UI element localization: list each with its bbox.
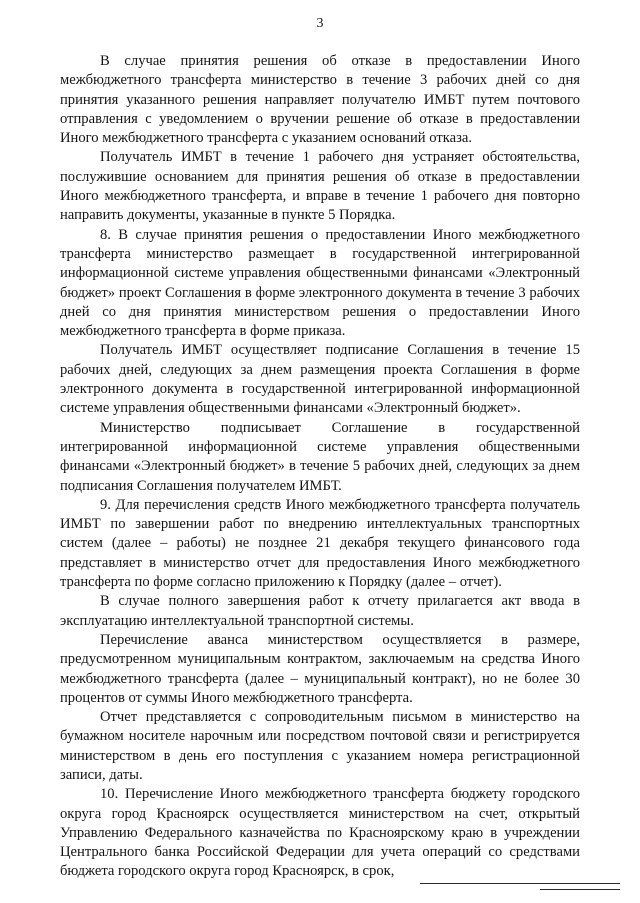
- paragraph-clause-8: 8. В случае принятия решения о предоставлении Иного межбюджетного трансферта министерство размещает в государственной интегрированной информационной системе управления общественными финансами «Электронный бюджет» проект Соглашения в форме электронного документа в течение 3 рабочих дней со дня принятия министерством решения о предоставлении Иного межбюджетного трансферта в форме приказа.: [60, 226, 580, 340]
- paragraph-advance-payment: Перечисление аванса министерством осуществляется в размере, предусмотренном муниципальным контрактом, заключаемым на средства Иного межбюджетного трансферта (далее – муниципальный контракт), но не более 30 процентов от суммы Иного межбюджетного трансферта.: [60, 631, 580, 706]
- paragraph-refusal-decision: В случае принятия решения об отказе в предоставлении Иного межбюджетного трансферта министерство в течение 3 рабочих дней со дня принятия указанного решения направляет получателю ИМБТ путем почтового отправления с уведомлением о вручении решение об отказе в предоставлении Иного межбюджетного трансферта с указанием оснований отказа.: [60, 53, 580, 147]
- paragraph-commissioning-act: В случае полного завершения работ к отчету прилагается акт ввода в эксплуатацию интеллектуальной транспортной системы.: [60, 593, 580, 629]
- paragraph-agreement-signing-recipient: Получатель ИМБТ осуществляет подписание Соглашения в течение 15 рабочих дней, следующих за днем размещения проекта Соглашения в форме электронного документа в государственной интегрированной информационной системе управления общественными финансами «Электронный бюджет».: [60, 342, 580, 417]
- paragraph-clause-10: 10. Перечисление Иного межбюджетного трансферта бюджету городского округа город Красноярск осуществляется министерством на счет, открытый Управлению Федерального казначейства по Красноярскому краю в учреждении Центрального банка Российской Федерации для учета операций со средствами бюджета городского округа город Красноярск, в срок,: [60, 786, 580, 880]
- footer-rule-short: [540, 889, 620, 890]
- paragraph-recipient-resubmission: Получатель ИМБТ в течение 1 рабочего дня устраняет обстоятельства, послужившие основанием для принятия решения об отказе в предоставлении Иного межбюджетного трансферта, и вправе в течение 1 рабочего дня повторно направить документы, указанные в пункте 5 Порядка.: [60, 149, 580, 224]
- paragraph-clause-9: 9. Для перечисления средств Иного межбюджетного трансферта получатель ИМБТ по завершении работ по внедрению интеллектуальных транспортных систем (далее – работы) не позднее 21 декабря текущего финансового года представляет в министерство отчет для предоставления Иного межбюджетного трансферта по форме согласно приложению к Порядку (далее – отчет).: [60, 496, 580, 591]
- paragraph-report-submission: Отчет представляется с сопроводительным письмом в министерство на бумажном носителе нарочным или посредством почтовой связи и регистрируется министерством в день его поступления с указанием номера регистрационной записи, даты.: [60, 709, 580, 783]
- footer-rule: [420, 883, 620, 884]
- paragraph-agreement-signing-ministry: Министерство подписывает Соглашение в государственной интегрированной информационной системе управления общественными финансами «Электронный бюджет» в течение 5 рабочих дней, следующих за днем подписания Соглашения получателем ИМБТ.: [60, 419, 580, 494]
- document-body: [60, 52, 580, 882]
- page-number: 3: [316, 16, 324, 31]
